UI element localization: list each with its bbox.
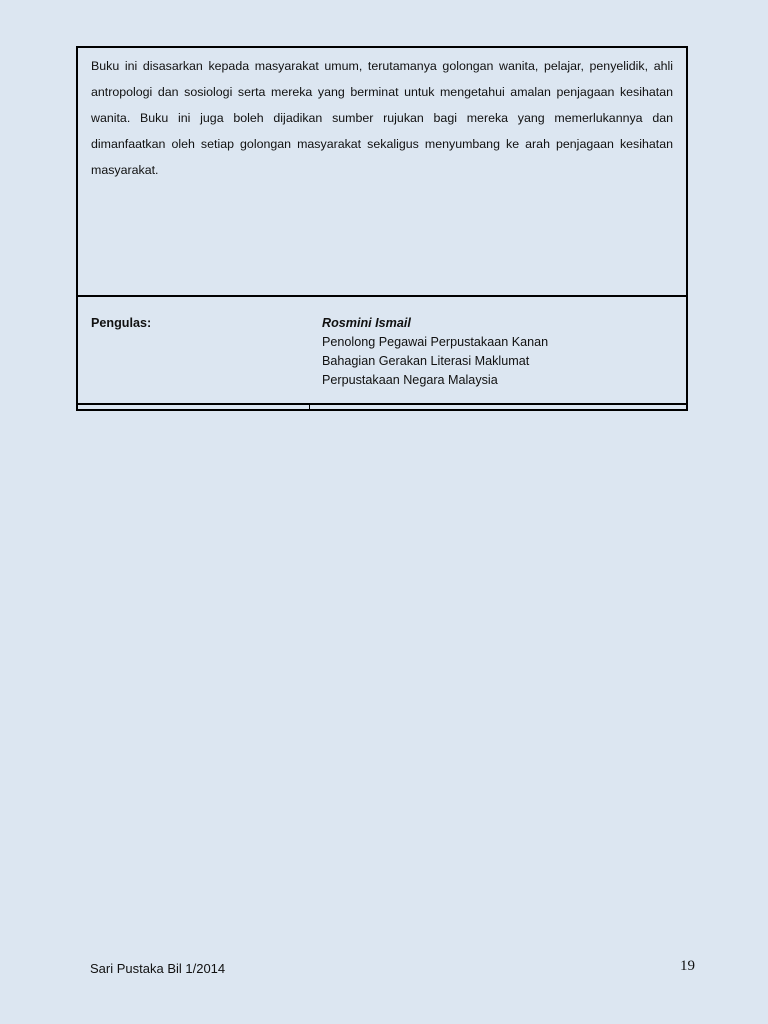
description-text: Buku ini disasarkan kepada masyarakat umum, terutamanya golongan wanita, pelajar, penyelidik, ahli antropologi dan sosiologi serta mereka yang berminat untuk mengetahui amalan penjagaan kesihatan wanita. Buku ini juga boleh dijadikan sumber rujukan bagi mereka yang memerlukannya dan dimanfaatkan oleh setiap golongan masyarakat sekaligus menyumbang ke arah penjagaan kesihatan masyarakat. <box>91 59 673 177</box>
reviewer-name: Rosmini Ismail <box>322 316 411 330</box>
reviewer-position: Penolong Pegawai Perpustakaan Kanan <box>322 335 549 349</box>
description-cell <box>78 48 686 297</box>
reviewer-label: Pengulas: <box>91 316 152 330</box>
reviewer-info <box>310 297 548 403</box>
reviewer-department: Bahagian Gerakan Literasi Maklumat <box>322 354 530 368</box>
reviewer-organization: Perpustakaan Negara Malaysia <box>322 373 498 387</box>
page-number: 19 <box>680 958 695 974</box>
reviewer-row <box>78 297 686 405</box>
table-bottom-divider <box>78 405 310 409</box>
review-table <box>76 46 688 411</box>
footer-publication: Sari Pustaka Bil 1/2014 <box>90 961 226 976</box>
table-bottom-border <box>78 405 686 411</box>
